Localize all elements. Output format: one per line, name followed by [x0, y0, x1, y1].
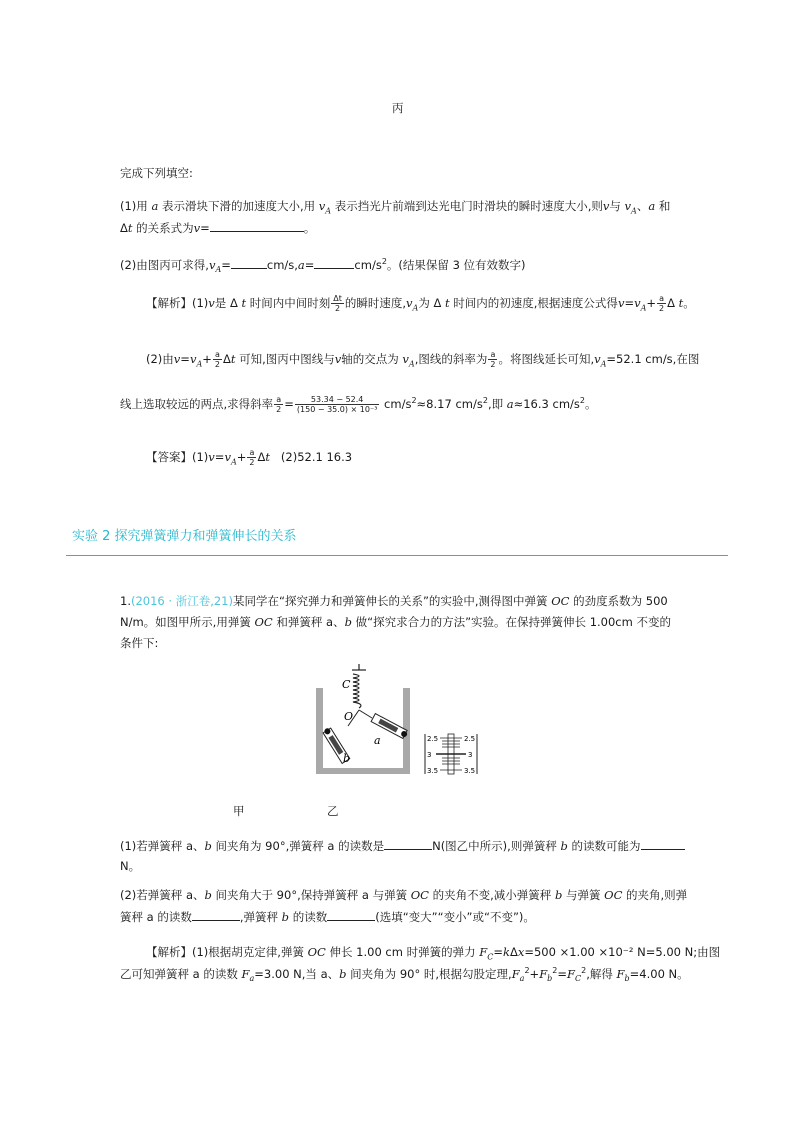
caption-jia: 甲 [233, 804, 245, 818]
question-1-line-1: (1)用 a 表示滑块下滑的加速度大小,用 $v_A$ 表示挡光片前端到达光电门时滑块的瞬时速度大小,则v与 $v_A$、a 和 [120, 199, 671, 216]
label-a: a [374, 734, 381, 747]
scale-left-mid: 3 [427, 751, 432, 759]
problem-1-line-1: 1.(2016 · 浙江卷,21)某同学在“探究弹力和弹簧伸长的关系”的实验中,测得图中弹簧 OC 的劲度系数为 500 [120, 594, 668, 608]
sub-question-2-line-1: (2)若弹簧秤 a、b 间夹角大于 90°,保持弹簧秤 a 与弹簧 OC 的夹角不变,减小弹簧秤 b 与弹簧 OC 的夹角,则弹 [120, 888, 688, 902]
analysis-1: 【解析】(1)v是 Δ t 时间内中间时刻 $\frac{\Delta t}{2}$ 的瞬时速度$,v_A$为 Δ t 时间内的初速度,根据速度公式得$v=v_A+$ $\frac{a}{2}$ Δ t。 [146, 294, 695, 313]
problem-1-line-3: 条件下: [120, 636, 159, 650]
answer-blank-3[interactable] [314, 255, 354, 269]
scale-left-bottom: 3.5 [427, 767, 439, 775]
analysis-3-line-1: 【解析】(1)根据胡克定律,弹簧 OC 伸长 1.00 cm 时弹簧的弹力 $F_C=k\Delta x=500 \times 1.00 \times 10^{-2}$ N=5.00 N;由图 [146, 945, 721, 962]
intro-text: 完成下列填空: [120, 166, 193, 180]
answer-blank-5[interactable] [641, 836, 685, 850]
answer-blank-7[interactable] [327, 907, 375, 921]
label-o: O [344, 710, 354, 723]
question-2-line: (2)由图丙可求得$,v_A= cm/s,a= cm/s^2$。(结果保留 3 位有效数字) [120, 253, 526, 279]
scale-right-mid: 3 [468, 751, 473, 759]
scale-right-top: 2.5 [464, 735, 476, 743]
label-c: C [342, 678, 351, 691]
section-title: 实验 2 探究弹簧弹力和弹簧伸长的关系 [72, 529, 297, 544]
analysis-2-line-1: (2)由$v=v_A+$ $\frac{a}{2}$ Δt 可知,图丙中图线与v轴的交点为 $v_A$,图线的斜率为 $\frac{a}{2}$ 。将图线延长可知$,v_A=52.1$ cm/s,在图 [146, 350, 700, 369]
caption-yi: 乙 [327, 804, 339, 818]
section-divider [66, 555, 728, 556]
answer-blank-2[interactable] [231, 255, 267, 269]
sub-question-1-line-1: (1)若弹簧秤 a、b 间夹角为 90°,弹簧秤 a 的读数是 N(图乙中所示),则弹簧秤 b 的读数可能为 [120, 836, 685, 855]
fraction-dt-over-2: $\frac{\Delta t}{2}$ [333, 294, 342, 313]
figure-jia-spring-setup [316, 664, 410, 774]
fraction-a-over-2: $\frac{a}{2}$ [659, 294, 665, 313]
sub-question-2-line-2: 簧秤 a 的读数 ,弹簧秤 b 的读数 (选填“变大”“变小”或“不变”)。 [120, 907, 535, 926]
source-reference: (2016 · 浙江卷,21) [130, 594, 233, 608]
answer-blank-1[interactable] [210, 218, 304, 232]
problem-1-line-2: N/m。如图甲所示,用弹簧 OC 和弹簧秤 a、b 做“探究求合力的方法”实验。在保持弹簧伸长 1.00cm 不变的 [120, 615, 671, 629]
label-b: b [343, 752, 351, 765]
sub-question-1-line-2: N。 [120, 859, 141, 873]
scale-left-top: 2.5 [427, 735, 439, 743]
figure-label-bing: 丙 [392, 101, 404, 115]
figure-yi-scale [424, 732, 478, 776]
answer-line: 【答案】$(1)v=v_A+$ $\frac{a}{2}$ Δt (2)52.1 16.3 [146, 448, 353, 467]
analysis-2-line-2: 线上选取较远的两点,求得斜率 $\frac{a}{2}$ = $\frac{53.34 - 52.4}{\text{(150 − 35.0) × 10⁻³}}$ $cm/s^2\approx 8.17$ $cm/s^2$,即 a≈16.3 $cm/s^2$。 [120, 394, 597, 414]
question-1-line-2: Δt 的关系式为v= 。 [120, 218, 315, 237]
analysis-3-line-2: 乙可知弹簧秤 a 的读数 $F_a=3.00$ N,当 a、b 间夹角为 90° 时,根据勾股定理$,F_a^2+F_b^2=F_C^2$,解得 $F_b=4.00$ N。 [120, 966, 689, 984]
answer-blank-4[interactable] [384, 836, 432, 850]
scale-right-bottom: 3.5 [464, 767, 476, 775]
fraction-slope: $\frac{53.34 - 52.4}{\text{(150 − 35.0) × 10⁻³}}$ [296, 394, 378, 414]
answer-blank-6[interactable] [192, 907, 240, 921]
